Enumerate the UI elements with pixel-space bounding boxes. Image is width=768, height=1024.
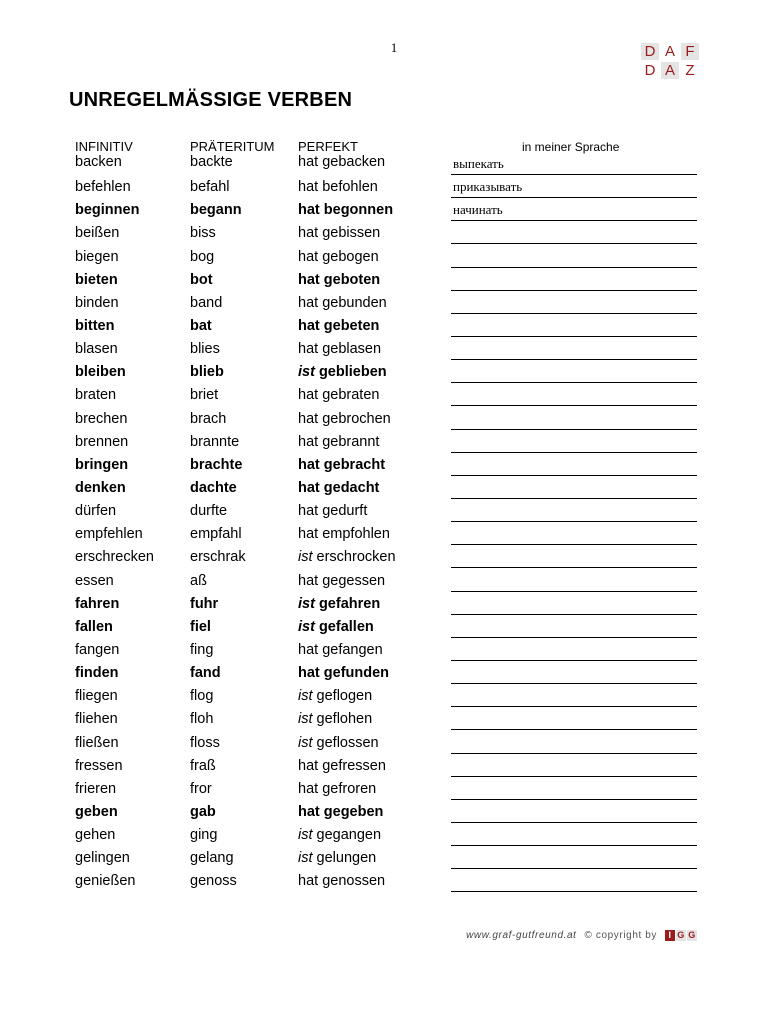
footer-url[interactable]: www.graf-gutfreund.at [466,930,577,941]
verb-praeteritum: ging [190,827,218,844]
verb-perfekt [298,642,383,658]
verb-perfekt [298,272,380,288]
verb-row [0,269,768,292]
translation-line[interactable] [451,686,697,707]
translation-line[interactable]: приказывать [451,177,697,198]
translation-line[interactable] [451,409,697,430]
verb-participle: gefunden [323,665,390,682]
translation-line[interactable] [451,455,697,476]
translation-line[interactable] [451,223,697,244]
verb-perfekt [298,295,387,311]
translation-line[interactable] [451,362,697,383]
header-praeteritum: PRÄTERITUM [190,139,275,154]
verb-auxiliary: ist [298,827,313,844]
verb-participle: gebracht [323,456,386,473]
verb-perfekt [298,154,385,170]
logo-letter: F [681,43,699,60]
verb-perfekt [298,665,389,681]
verb-participle: genossen [322,873,386,890]
verb-row [0,523,768,546]
verb-perfekt [298,735,379,751]
translation-line[interactable] [451,339,697,360]
verb-auxiliary: hat [298,641,319,658]
verb-praeteritum: brachte [190,456,243,473]
verb-praeteritum: aß [190,572,207,589]
verb-row [0,685,768,708]
verb-auxiliary: ist [298,549,313,566]
verb-participle: befohlen [322,179,378,196]
verb-auxiliary: ist [298,595,315,612]
verb-participle: gebrannt [322,433,380,450]
verb-auxiliary: hat [298,873,319,890]
verb-auxiliary: hat [298,154,319,170]
verb-perfekt [298,434,379,450]
verb-perfekt [298,804,383,820]
verb-participle: gegessen [322,572,386,589]
verb-row [0,662,768,685]
verb-perfekt [298,457,385,473]
verb-perfekt [298,526,390,542]
verb-infinitiv: bringen [75,456,129,473]
verb-infinitiv: beginnen [75,202,140,219]
verb-infinitiv: bleiben [75,364,126,381]
verb-participle: erschrocken [316,549,396,566]
verb-participle: gebeten [323,317,380,334]
verb-auxiliary: hat [298,572,319,589]
verb-row [0,778,768,801]
verb-praeteritum: brannte [190,433,240,450]
verb-row [0,824,768,847]
verb-perfekt [298,411,391,427]
verb-praeteritum: genoss [190,873,237,890]
verb-auxiliary: ist [298,364,315,381]
verb-perfekt [298,318,379,334]
verb-infinitiv: frieren [75,780,117,797]
verb-auxiliary: hat [298,456,320,473]
verb-row [0,454,768,477]
verb-infinitiv: befehlen [75,179,131,196]
igg-letter: G [688,930,696,940]
igg-letter: I [665,930,675,941]
verb-participle: gebrochen [322,410,391,427]
translation-line[interactable] [451,316,697,337]
verb-participle: gebacken [322,154,386,170]
verb-praeteritum: fraß [190,757,216,774]
verb-auxiliary: ist [298,850,313,867]
header-in-meiner-sprache: in meiner Sprache [522,140,620,154]
verb-praeteritum: bot [190,271,213,288]
verb-participle: gebogen [322,248,379,265]
verb-praeteritum: blies [190,341,220,358]
translation-line[interactable] [451,524,697,545]
header-perfekt: PERFEKT [298,139,358,154]
translation-line[interactable] [451,709,697,730]
logo-letter: D [644,62,656,79]
verb-infinitiv: fressen [75,757,123,774]
verb-auxiliary: hat [298,387,319,404]
verb-row [0,708,768,731]
verb-perfekt [298,781,376,797]
verb-praeteritum: befahl [190,179,230,196]
verb-infinitiv: empfehlen [75,526,143,543]
verb-infinitiv: genießen [75,873,136,890]
verb-row [0,199,768,222]
translation-line[interactable] [451,802,697,823]
verb-praeteritum: erschrak [190,549,246,566]
page-number: 1 [390,40,398,55]
verb-perfekt [298,179,378,195]
verb-perfekt [298,827,381,843]
verb-row [0,176,768,199]
verb-row [0,755,768,778]
translation-line[interactable] [451,270,697,291]
translation-line[interactable] [451,478,697,499]
verb-row [0,315,768,338]
verb-row [0,361,768,384]
logo-letter: A [661,62,679,79]
verb-auxiliary: hat [298,803,320,820]
verb-participle: gedurft [322,503,368,520]
verb-row [0,246,768,269]
verb-perfekt [298,503,367,519]
verb-infinitiv: binden [75,294,119,311]
translation-line[interactable] [451,501,697,522]
verb-infinitiv: erschrecken [75,549,154,566]
verb-auxiliary: hat [298,479,320,496]
verb-infinitiv: fallen [75,618,113,635]
verb-auxiliary: hat [298,271,320,288]
verb-perfekt [298,387,379,403]
verb-praeteritum: blieb [190,364,224,381]
verb-auxiliary: hat [298,202,320,219]
verb-participle: gefressen [322,757,386,774]
verb-perfekt [298,225,380,241]
verb-row [0,338,768,361]
verb-infinitiv: finden [75,665,119,682]
verb-auxiliary: ist [298,711,313,728]
verb-praeteritum: durfte [190,503,228,520]
verb-infinitiv: backen [75,154,122,170]
verb-infinitiv: geben [75,803,118,820]
verb-praeteritum: empfahl [190,526,242,543]
verb-row [0,616,768,639]
verb-praeteritum: bat [190,317,212,334]
verb-infinitiv: fangen [75,641,120,658]
translation-line[interactable] [451,756,697,777]
verb-participle: geflogen [316,688,373,705]
verb-auxiliary: hat [298,503,319,520]
verb-perfekt [298,249,379,265]
verb-table [0,153,768,894]
translation-line[interactable] [451,571,697,592]
verb-praeteritum: bog [190,248,215,265]
verb-perfekt [298,873,385,889]
verb-auxiliary: hat [298,341,319,358]
translation-line[interactable]: выпекать [451,154,697,175]
verb-auxiliary: ist [298,618,315,635]
verb-perfekt [298,202,393,218]
verb-auxiliary: hat [298,780,319,797]
verb-perfekt [298,341,381,357]
verb-infinitiv: fließen [75,734,119,751]
translation-line[interactable] [451,432,697,453]
verb-participle: gelungen [316,850,377,867]
verb-infinitiv: braten [75,387,117,404]
translation-line[interactable] [451,871,697,892]
verb-perfekt [298,758,386,774]
translation-line[interactable] [451,547,697,568]
verb-auxiliary: hat [298,433,319,450]
verb-row [0,431,768,454]
verb-infinitiv: biegen [75,248,119,265]
verb-praeteritum: dachte [190,479,237,496]
verb-praeteritum: biss [190,225,216,242]
header-infinitiv: INFINITIV [75,139,133,154]
daf-daz-logo [641,43,699,79]
verb-perfekt [298,850,376,866]
verb-praeteritum: briet [190,387,219,404]
verb-auxiliary: hat [298,294,319,311]
verb-infinitiv: fliegen [75,688,118,705]
verb-participle: gefroren [322,780,377,797]
verb-row [0,384,768,407]
logo-letter: D [641,43,659,60]
verb-auxiliary: hat [298,248,319,265]
verb-praeteritum: fuhr [190,595,219,612]
footer-copyright: © copyright by [584,930,657,941]
verb-participle: gedacht [323,479,380,496]
verb-row [0,593,768,616]
verb-auxiliary: hat [298,410,319,427]
verb-row [0,847,768,870]
verb-infinitiv: fahren [75,595,120,612]
translation-line[interactable] [451,640,697,661]
verb-infinitiv: gelingen [75,850,130,867]
verb-infinitiv: gehen [75,827,116,844]
verb-participle: gefallen [318,618,374,635]
translation-line[interactable] [451,779,697,800]
verb-praeteritum: gab [190,803,216,820]
verb-row [0,153,768,176]
logo-letter: A [664,43,675,60]
verb-praeteritum: floss [190,734,220,751]
verb-auxiliary: hat [298,526,319,543]
page-title: UNREGELMÄSSIGE VERBEN [69,89,353,111]
translation-line[interactable] [451,663,697,684]
translation-line[interactable] [451,848,697,869]
verb-infinitiv: brennen [75,433,129,450]
translation-line[interactable] [451,247,697,268]
logo-letter: Z [685,62,695,79]
verb-infinitiv: brechen [75,410,128,427]
verb-participle: gefahren [318,595,381,612]
verb-perfekt [298,549,396,565]
verb-praeteritum: brach [190,410,227,427]
verb-participle: gebissen [322,225,381,242]
igg-letter: G [677,930,685,940]
verb-infinitiv: blasen [75,341,118,358]
translation-line[interactable] [451,825,697,846]
verb-praeteritum: flog [190,688,214,705]
verb-row [0,570,768,593]
verb-praeteritum: fror [190,780,212,797]
footer [451,930,697,941]
verb-infinitiv: denken [75,479,126,496]
verb-infinitiv: beißen [75,225,120,242]
verb-infinitiv: bitten [75,317,115,334]
verb-auxiliary: ist [298,734,313,751]
verb-participle: geblasen [322,341,382,358]
verb-row [0,870,768,893]
verb-participle: begonnen [323,202,394,219]
verb-auxiliary: hat [298,665,320,682]
igg-logo [665,930,697,941]
verb-row [0,639,768,662]
verb-row [0,408,768,431]
verb-perfekt [298,688,372,704]
verb-row [0,546,768,569]
verb-participle: geflohen [316,711,373,728]
verb-participle: gebraten [322,387,380,404]
verb-praeteritum: floh [190,711,214,728]
verb-row [0,477,768,500]
verb-perfekt [298,596,380,612]
verb-row [0,732,768,755]
translation-line[interactable]: начинать [451,200,697,221]
verb-participle: geblieben [318,364,387,381]
verb-row [0,292,768,315]
verb-infinitiv: fliehen [75,711,118,728]
verb-auxiliary: hat [298,317,320,334]
translation-line[interactable] [451,733,697,754]
verb-participle: empfohlen [322,526,390,543]
verb-row [0,500,768,523]
verb-praeteritum: fiel [190,618,211,635]
verb-praeteritum: fand [190,665,221,682]
verb-row [0,801,768,824]
translation-line[interactable] [451,594,697,615]
verb-participle: gegeben [323,803,384,820]
verb-perfekt [298,711,372,727]
verb-auxiliary: ist [298,688,313,705]
verb-perfekt [298,619,374,635]
verb-infinitiv: essen [75,572,114,589]
verb-praeteritum: band [190,294,223,311]
translation-line[interactable] [451,293,697,314]
verb-perfekt [298,573,385,589]
verb-auxiliary: hat [298,757,319,774]
verb-row [0,222,768,245]
verb-praeteritum: backte [190,154,233,170]
verb-participle: gebunden [322,294,387,311]
verb-participle: gegangen [316,827,382,844]
verb-praeteritum: fing [190,641,214,658]
verb-participle: gefangen [322,641,383,658]
verb-auxiliary: hat [298,225,319,242]
verb-participle: geboten [323,271,381,288]
verb-perfekt [298,364,387,380]
verb-infinitiv: bieten [75,271,118,288]
verb-perfekt [298,480,379,496]
verb-participle: geflossen [316,734,379,751]
verb-praeteritum: gelang [190,850,234,867]
verb-infinitiv: dürfen [75,503,117,520]
verb-praeteritum: begann [190,202,242,219]
translation-line[interactable] [451,385,697,406]
translation-line[interactable] [451,617,697,638]
verb-auxiliary: hat [298,179,319,196]
